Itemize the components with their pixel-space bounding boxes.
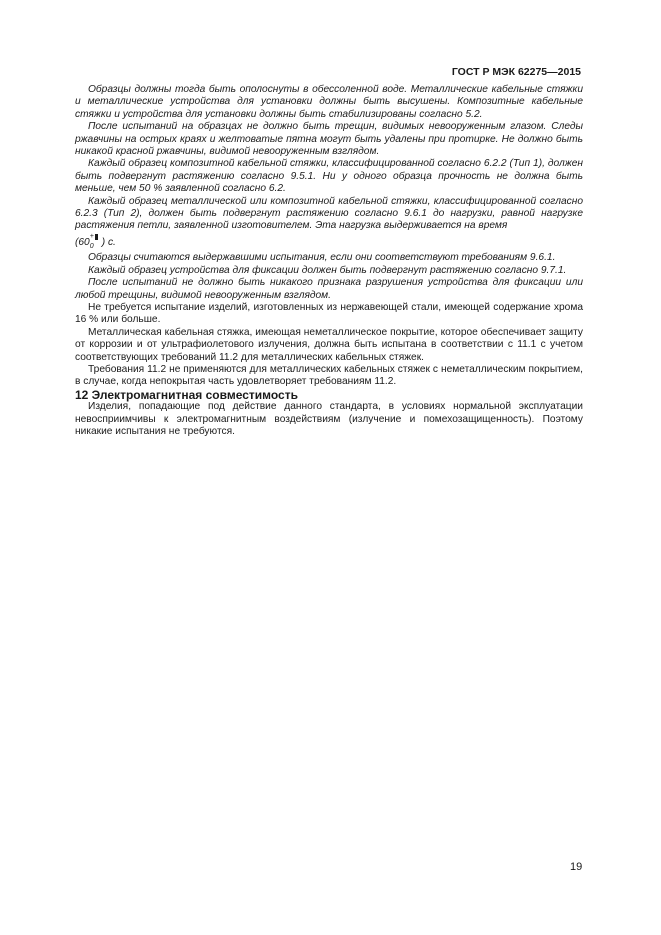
paragraph-coated-tie: Металлическая кабельная стяжка, имеющая неметаллическое покрытие, которое обеспечивает защиту от коррозии и от ультрафиолетового излучения, должна быть испытана в соответствии с 11.1 с учетом соответствующих требований 11.2 для металлических кабельных стяжек.: [75, 326, 583, 363]
paragraph-rinse: Образцы должны тогда быть ополоснуты в обессоленной воде. Металлические кабельные стяжки и металлические устройства для установки должны быть высушены. Композитные кабельные стяжки и устройства для установки должны быть стабилизированы согласно 5.2.: [75, 84, 583, 120]
standard-header: ГОСТ Р МЭК 62275—2015: [451, 66, 581, 78]
paragraph-passed: Образцы считаются выдержавшими испытания, если они соответствуют требованиям 9.6.1.: [88, 252, 556, 264]
tolerance-upper: +: [89, 232, 94, 240]
paragraph-composite-tie: Каждый образец композитной кабельной стяжки, классифицированной согласно 6.2.2 (Тип 1), должен быть подвергнут растяжению согласно 9.5.1. Ни у одного образца прочность не должна быть меньше, чем 50 % заявленной согласно 6.2.: [75, 158, 583, 195]
tolerance-glyph-icon: [95, 234, 98, 240]
section-12-text: Изделия, попадающие под действие данного стандарта, в условиях нормальной эксплуатации невосприимчивы к электромагнитным воздействиям (излучение и помехозащищенность). Поэтому никакие испытания не требуются.: [75, 401, 583, 437]
paragraph-stainless: Не требуется испытание изделий, изготовленных из нержавеющей стали, имеющей содержание хрома 16 % или больше.: [75, 301, 583, 326]
paragraph-cracks: После испытаний на образцах не должно быть трещин, видимых невооруженным глазом. Следы ржавчины на острых краях и желтоватые пятна могут быть удалены при протирке. Не должно быть никакой красной ржавчины, видимой невооруженным взглядом.: [75, 121, 583, 158]
paragraph-metal-tie: Каждый образец металлической или композитной кабельной стяжки, классифицированной согласно 6.2.3 (Тип 2), должен быть подвергнут растяжению согласно 9.6.1 до нагрузки, равной нагрузке растяжения петли, заявленной изготовителем. Эта нагрузка выдерживается на время: [75, 195, 583, 232]
paragraph-fixing-device: Каждый образец устройства для фиксации должен быть подвергнут растяжению согласно 9.7.1.: [88, 264, 567, 276]
duration-formula: [75, 232, 583, 250]
document-body: [75, 84, 583, 438]
tolerance-lower: 0: [89, 242, 94, 250]
tolerance-mark: [89, 232, 102, 250]
section-12-title: 12 Электромагнитная совместимость: [75, 387, 298, 402]
paragraph-not-applicable: Требования 11.2 не применяются для металлических кабельных стяжек с неметаллическим покрытием, в случае, когда непокрытая часть удовлетворяет требованиям 11.2.: [75, 363, 583, 388]
formula-prefix: (60: [75, 236, 90, 248]
formula-suffix: ) с.: [101, 236, 116, 248]
page-number: 19: [570, 861, 583, 873]
paragraph-no-damage: После испытаний не должно быть никакого признака разрушения устройства для фиксации или любой трещины, видимой невооруженным взглядом.: [75, 277, 583, 301]
